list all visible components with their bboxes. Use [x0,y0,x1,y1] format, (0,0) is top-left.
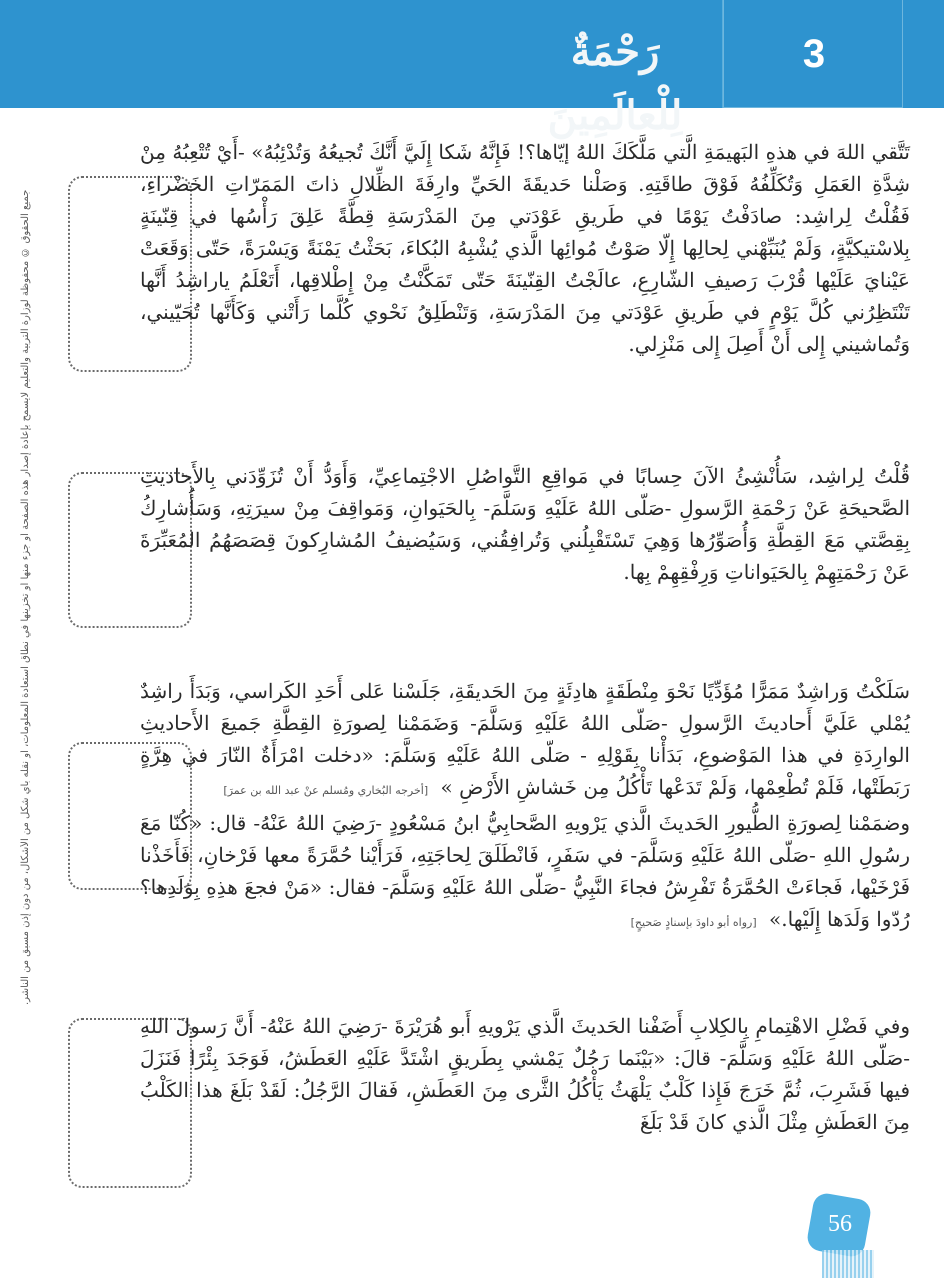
chapter-number: 3 [802,32,826,76]
hadith-cat-text: سَلَكْتُ وَراشِدٌ مَمَرًّا مُؤَدِّيًا نَحْوَ مِنْطَقَةٍ هادِئَةٍ مِنَ الحَديقَةِ، جَلَسْنا عَلى أَحَدِ الكَراسي، وَبَدَأَ راشِدٌ يُمْلي عَلَيَّ أَحاديثَ الرَّسولِ -صَلّى اللهُ عَلَيْهِ وَسَلَّمَ- وَضَمَمْنا لِصورَةِ القِطَّةِ جَميعَ الأَحاديثِ الوارِدَةِ في هذا المَوْضوعِ، بَدَأْنا بِقَوْلِهِ - صَلّى اللهُ عَلَيْهِ وَسَلَّمَ: «دخلت امْرَأَةٌ النّارَ في هِرَّةٍ رَبَطَتْها، فَلَمْ تُطْعِمْها، وَلَمْ تَدَعْها تَأْكُلُ مِن خَشاشِ الأَرْضِ » [140,679,910,799]
decorative-pattern [822,1250,874,1278]
page-number: 56 [828,1211,852,1237]
paragraph-1: تَتَّقي اللهَ في هذهِ البَهيمَةِ الَّتي مَلَّكَكَ اللهُ إيّاها؟! فَإِنَّهُ شَكا إِلَيَّ أَنَّكَ تُجيعُهُ وَتُدْئِبُهُ» -أَيْ تُتْعِبُهُ مِنْ شِدَّةِ العَمَلِ وَتُكَلِّفُهُ فَوْقَ طاقَتِهِ. وَصَلْنا حَديقَةَ الحَيِّ وارِفَةَ الظِّلالِ ذاتَ المَمَرّاتِ الخَضْراءِ، فَقُلْتُ لِراشِد: صادَفْتُ يَوْمًا في طَريقِ عَوْدَتي مِنَ المَدْرَسَةِ قِطَّةً عَلِقَ رَأْسُها في قِنّينَةٍ بِلاسْتيكيَّةٍ، وَلَمْ يُنَبِّهْني لِحالِها إِلّا صَوْتُ مُوائِها الَّذي يُشْبِهُ البُكاءَ، بَحَثْتُ يَمْنَةً وَيَسْرَةً، حَتّى وَقَعَتْ عَيْنايَ عَلَيْها قُرْبَ رَصيفِ الشّارِعِ، عالَجْتُ القِنّينَةَ حَتّى تَمَكَّنْتُ مِنْ إِطْلاقِها، أَتَعْلَمُ ياراشِدُ أَنَّها تَنْتَظِرُني كُلَّ يَوْمٍ في طَريقِ عَوْدَتي مِنَ المَدْرَسَةِ، وَتَنْطَلِقُ نَحْوي كُلَّما رَأَتْني وَكَأَنَّها تُحَيّيني، وَتُماشيني إِلى أَنْ أَصِلَ إِلى مَنْزِلي. [140,140,910,356]
paragraph-3 [140,675,910,939]
paragraph-2: قُلْتُ لِراشِد، سَأُنْشِئُ الآنَ حِسابًا في مَواقِعِ التَّواصُلِ الاجْتِماعِيِّ، وَأَوَدُّ أَنْ تُزَوِّدَني بِالأَحاديثِ الصَّحيحَةِ عَنْ رَحْمَةِ الرَّسولِ -صَلّى اللهُ عَلَيْهِ وَسَلَّمَ- بِالحَيَوانِ، وَمَواقِفَ مِنْ سيرَتِهِ، وَسَأُشارِكُ بِقِصَّتي مَعَ القِطَّةِ وَأُصَوِّرُها وَهِيَ تَسْتَقْبِلُني وَتُرافِقُني، وَسَيُضيفُ المُشارِكونَ قِصَصَهُمُ المُعَبِّرَةَ عَنْ رَحْمَتِهِمْ بِالحَيَواناتِ وَرِفْقِهِمْ بِها. [140,464,910,584]
hadith-citation: [أخرجه البُخاري ومُسلم عنْ عبد الله بن عمرَ] [223,784,429,797]
paragraph-4: وفي فَضْلِ الاهْتِمامِ بِالكِلابِ أَضَفْنا الحَديثَ الَّذي يَرْويهِ أَبو هُرَيْرَةَ -رَضِيَ اللهُ عَنْهُ- أَنَّ رَسولَ اللهِ -صَلّى اللهُ عَلَيْهِ وَسَلَّمَ- قالَ: «بَيْنَما رَجُلٌ يَمْشي بِطَريقٍ اشْتَدَّ عَلَيْهِ العَطَشُ، فَوَجَدَ بِئْرًا فَنَزَلَ فيها فَشَرِبَ، ثُمَّ خَرَجَ فَإِذا كَلْبٌ يَلْهَثُ يَأْكُلُ الثَّرى مِنَ العَطَشِ، فَقالَ الرَّجُلُ: لَقَدْ بَلَغَ هذا الكَلْبُ مِنَ العَطَشِ مِثْلَ الَّذي كانَ قَدْ بَلَغَ [140,1014,910,1134]
hadith-birds-text: وضمَمْنا لِصورَةِ الطُّيورِ الحَديثَ الَّذي يَرْويهِ الصَّحابِيُّ ابنُ مَسْعُودٍ -رَضِيَ اللهُ عَنْهُ- قال: «كُنّا مَعَ رسُولِ اللهِ -صَلّى اللهُ عَلَيْهِ وَسَلَّمَ- في سَفَرٍ، فَانْطَلَقَ لِحاجَتِهِ، فَرَأَيْنا حُمَّرَةً معها فَرْخانِ، فَأَخَذْنا فَرْخَيْها، فَجاءَتْ الحُمَّرَةُ تَفْرِشُ فجاءَ النَّبِيُّ -صَلّى اللهُ عَلَيْهِ وَسَلَّمَ- فقال: «مَنْ فجعَ هذِهِ بِوَلَدِها؟ رُدّوا وَلَدَها إِلَيْها.» [140,811,910,931]
hadith-citation: [رواه أبو داودَ بإسنادٍ صَحيحٍ] [630,916,757,929]
lesson-title: رَحْمَةٌ لِلْعالَمِينَ [547,28,683,139]
copyright-notice: جميع الحقوق © محفوظة لوزارة التربية والتعليم لايسمح بإعادة إصدار هذه الصفحة أو جزء منها أو تخزينها في نطاق استعادة المعلومات، أو نقله بأي شكل من الأشكال، من دون إذن مسبق من الناشر. [20,190,31,1006]
